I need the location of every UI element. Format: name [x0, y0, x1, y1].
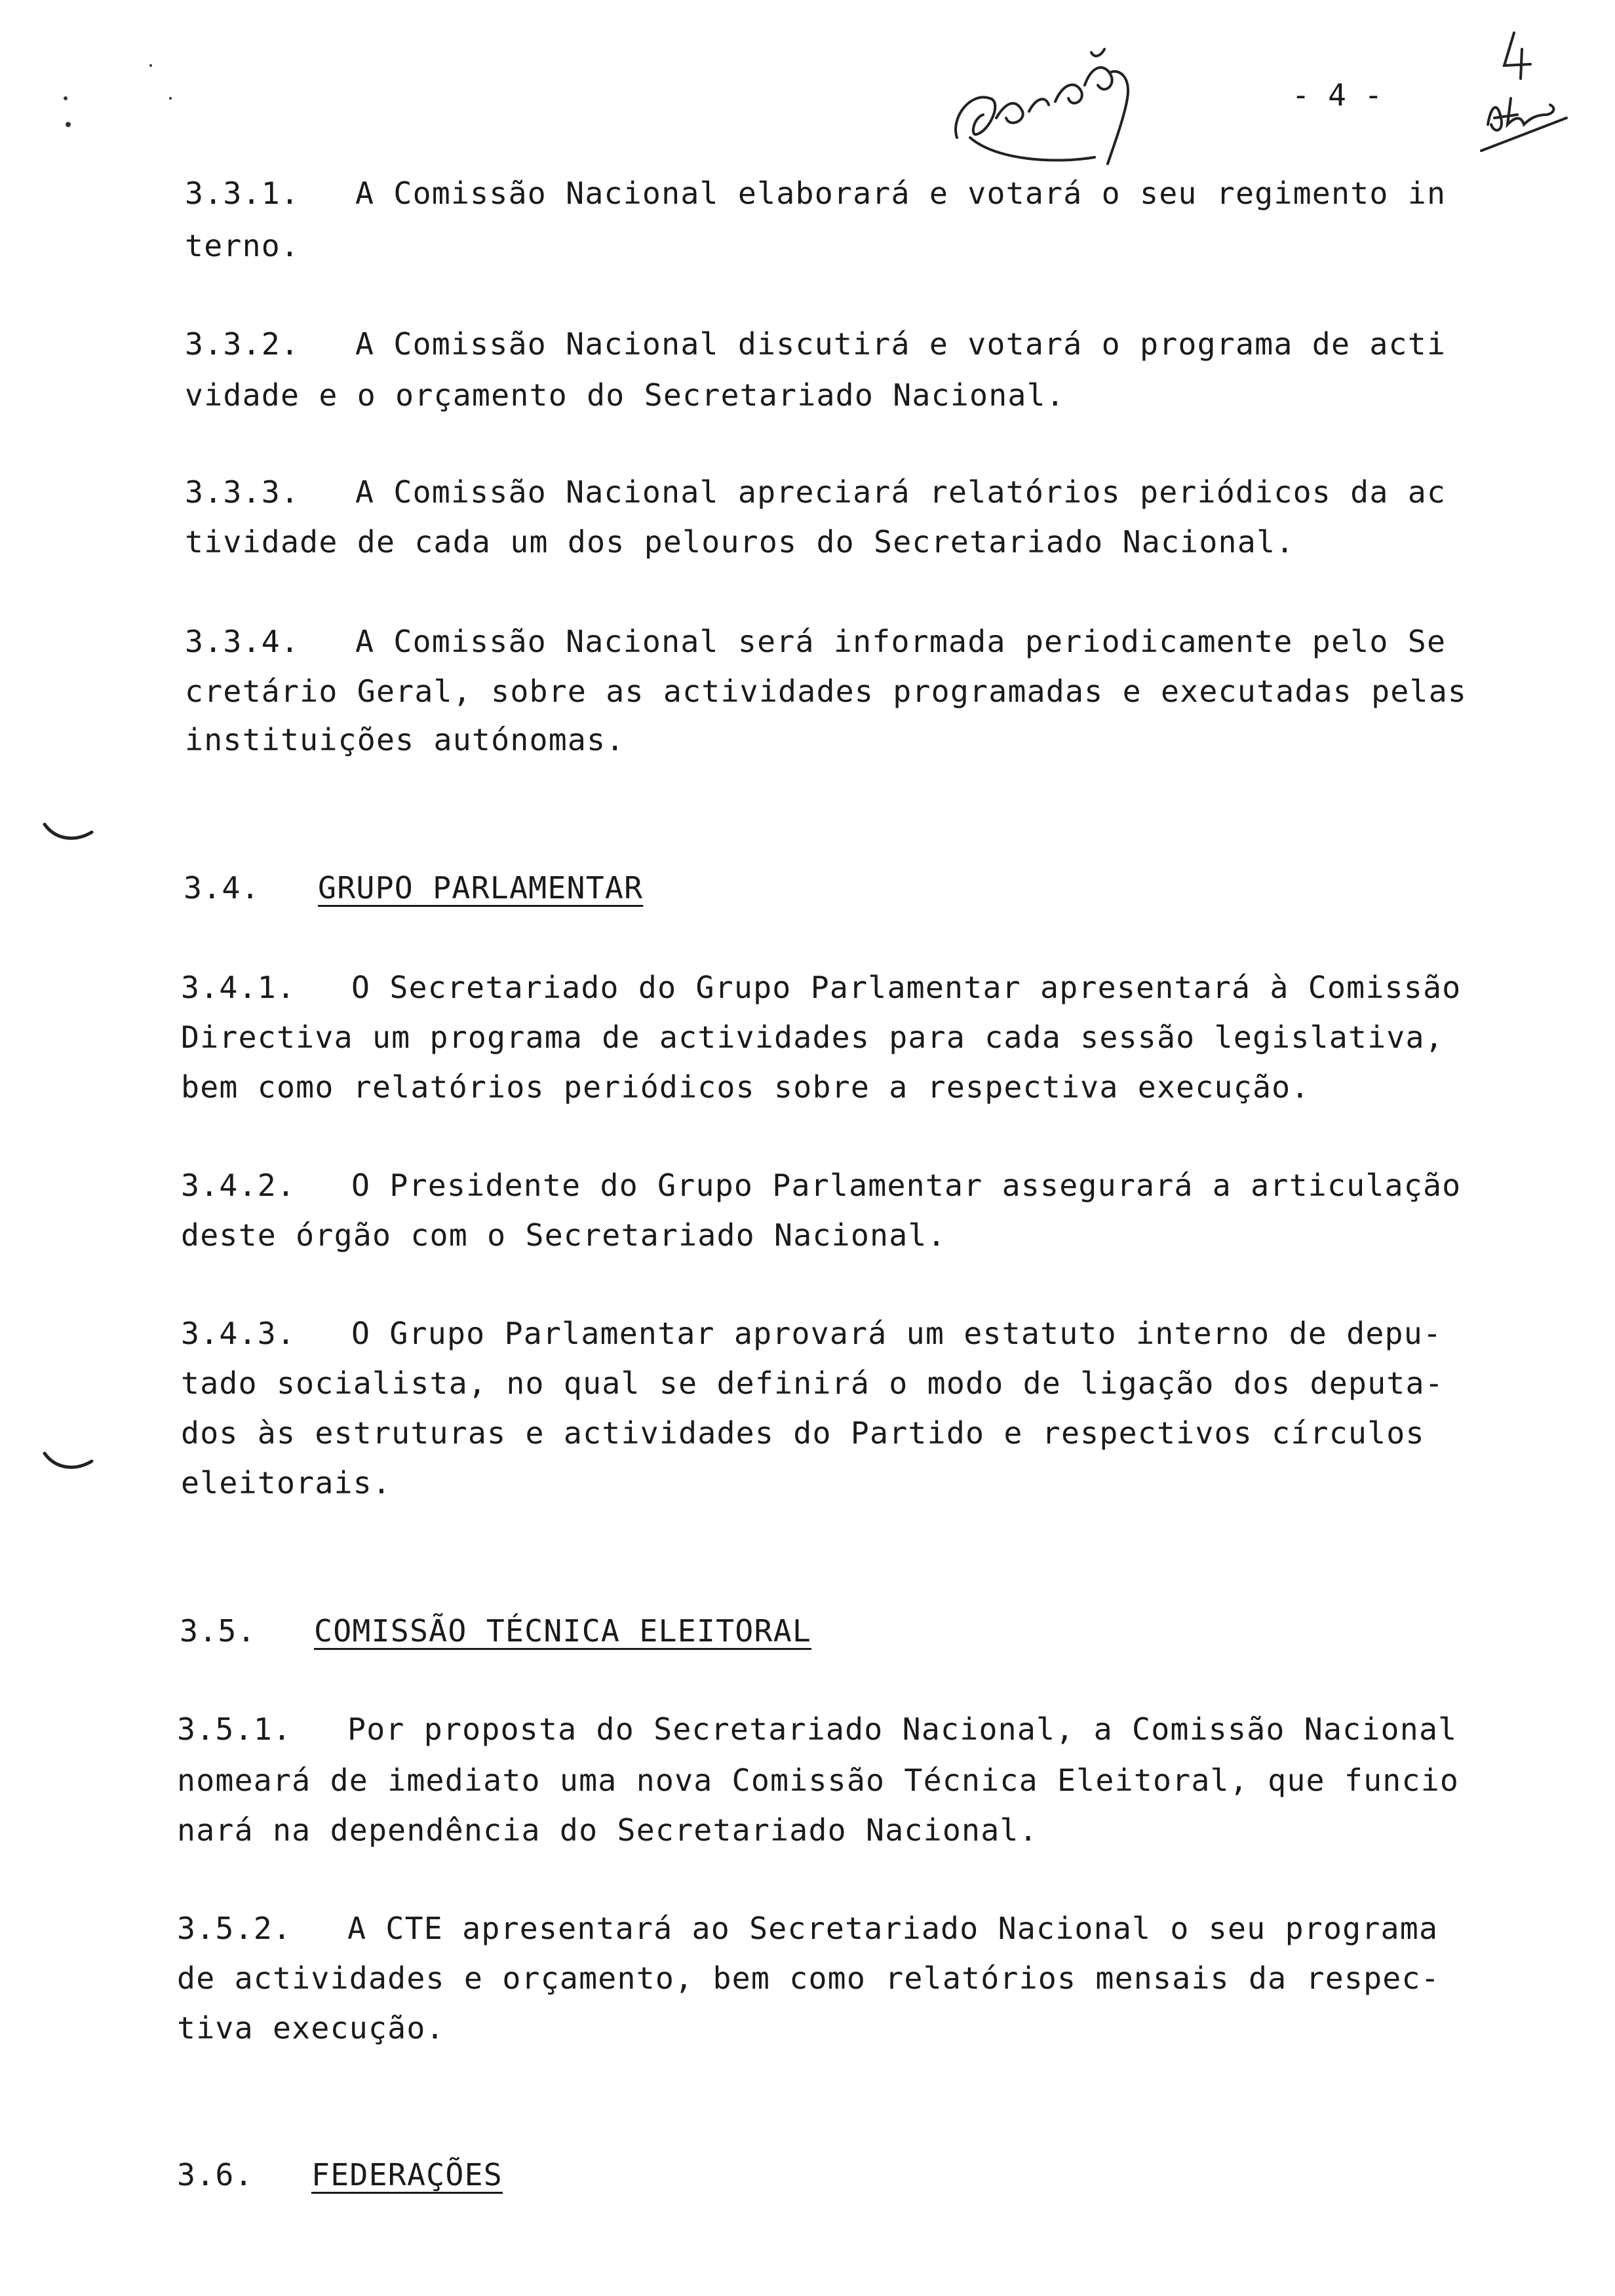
- paragraph-text: A Comissão Nacional discutirá e votará o programa de acti: [355, 326, 1447, 362]
- paragraph-text: Por proposta do Secretariado Nacional, a Comissão Nacional: [347, 1712, 1458, 1747]
- paragraph-line: [177, 2010, 445, 2046]
- paragraph-text: A Comissão Nacional elaborará e votará o seu regimento in: [355, 176, 1447, 211]
- section-heading: [177, 2157, 503, 2192]
- paragraph-line: [177, 1714, 1457, 1745]
- paragraph-text: O Grupo Parlamentar aprovará um estatuto interno de depu-: [351, 1316, 1443, 1351]
- paragraph-text: A CTE apresentará ao Secretariado Nacional o seu programa: [347, 1911, 1439, 1946]
- paragraph-line: [177, 1963, 1440, 1994]
- paragraph-text: tividade de cada um dos pelouros do Secretariado Nacional.: [185, 524, 1295, 560]
- paragraph-text: de actividades e orçamento, bem como relatórios mensais da respec-: [177, 1961, 1440, 1996]
- paragraph-line: [177, 1913, 1438, 1944]
- margin-marks: [52, 59, 184, 138]
- section-number: 3.3.1.: [185, 176, 300, 211]
- paragraph-text: tiva execução.: [177, 2010, 445, 2046]
- heading-text: FEDERAÇÕES: [311, 2157, 503, 2192]
- binder-hole-mark: [39, 1448, 98, 1481]
- paragraph-line: [181, 972, 1461, 1003]
- paragraph-text: O Secretariado do Grupo Parlamentar apresentará à Comissão: [351, 970, 1462, 1005]
- paragraph-text: vidade e o orçamento do Secretariado Nacional.: [185, 377, 1065, 413]
- section-heading: [180, 1613, 812, 1649]
- paragraph-line: [181, 1170, 1461, 1201]
- binder-hole-mark: [39, 819, 98, 852]
- section-number: 3.5.1.: [177, 1712, 292, 1747]
- handwritten-initials: [1475, 26, 1580, 157]
- paragraph-text: tado socialista, no qual se definirá o modo de ligação dos deputa-: [181, 1366, 1444, 1401]
- paragraph-text: terno.: [185, 228, 300, 263]
- section-number: 3.3.2.: [185, 326, 300, 362]
- paragraph-line: [185, 228, 300, 263]
- paragraph-line: [185, 377, 1065, 413]
- paragraph-line: [181, 1465, 392, 1501]
- paragraph-text: cretário Geral, sobre as actividades programadas e executadas pelas: [185, 674, 1468, 709]
- section-number: 3.3.4.: [185, 624, 300, 659]
- page-number: - 4 -: [1291, 77, 1383, 113]
- section-number: 3.4.1.: [181, 970, 296, 1005]
- paragraph-text: A Comissão Nacional apreciará relatórios periódicos da ac: [355, 474, 1447, 510]
- paragraph-text: eleitorais.: [181, 1465, 392, 1501]
- paragraph-line: [185, 722, 625, 757]
- paragraph-line: [185, 626, 1446, 657]
- paragraph-text: O Presidente do Grupo Parlamentar assegurará a articulação: [351, 1168, 1462, 1203]
- paragraph-text: Directiva um programa de actividades para cada sessão legislativa,: [181, 1020, 1444, 1055]
- section-number: 3.5.: [180, 1613, 256, 1649]
- heading-text: COMISSÃO TÉCNICA ELEITORAL: [314, 1613, 812, 1649]
- section-number: 3.4.: [184, 870, 260, 906]
- heading-text: GRUPO PARLAMENTAR: [318, 870, 644, 906]
- section-number: 3.6.: [177, 2157, 254, 2192]
- paragraph-line: [181, 1368, 1444, 1399]
- paragraph-text: nomeará de imediato uma nova Comissão Técnica Eleitoral, que funcio: [177, 1763, 1460, 1798]
- section-heading: [184, 870, 644, 906]
- section-number: 3.3.3.: [185, 474, 300, 510]
- section-number: 3.5.2.: [177, 1911, 292, 1946]
- paragraph-line: [177, 1812, 1038, 1848]
- paragraph-line: [181, 1022, 1444, 1053]
- paragraph-text: nará na dependência do Secretariado Nacional.: [177, 1812, 1038, 1848]
- paragraph-text: A Comissão Nacional será informada periodicamente pelo Se: [355, 624, 1447, 659]
- paragraph-line: [185, 474, 1447, 510]
- paragraph-line: [181, 1069, 1310, 1105]
- paragraph-line: [185, 676, 1467, 707]
- paragraph-line: [177, 1765, 1459, 1796]
- paragraph-line: [185, 178, 1446, 209]
- paragraph-text: deste órgão com o Secretariado Nacional.: [181, 1217, 946, 1253]
- paragraph-line: [181, 1217, 946, 1253]
- paragraph-text: instituições autónomas.: [185, 722, 625, 757]
- paragraph-text: dos às estruturas e actividades do Partido e respectivos círculos: [181, 1415, 1425, 1451]
- paragraph-line: [181, 1318, 1442, 1349]
- paragraph-line: [185, 524, 1295, 560]
- paragraph-line: [181, 1415, 1425, 1451]
- handwritten-signature: [944, 39, 1154, 170]
- paragraph-text: bem como relatórios periódicos sobre a respectiva execução.: [181, 1069, 1310, 1105]
- section-number: 3.4.2.: [181, 1168, 296, 1203]
- section-number: 3.4.3.: [181, 1316, 296, 1351]
- paragraph-line: [185, 326, 1447, 362]
